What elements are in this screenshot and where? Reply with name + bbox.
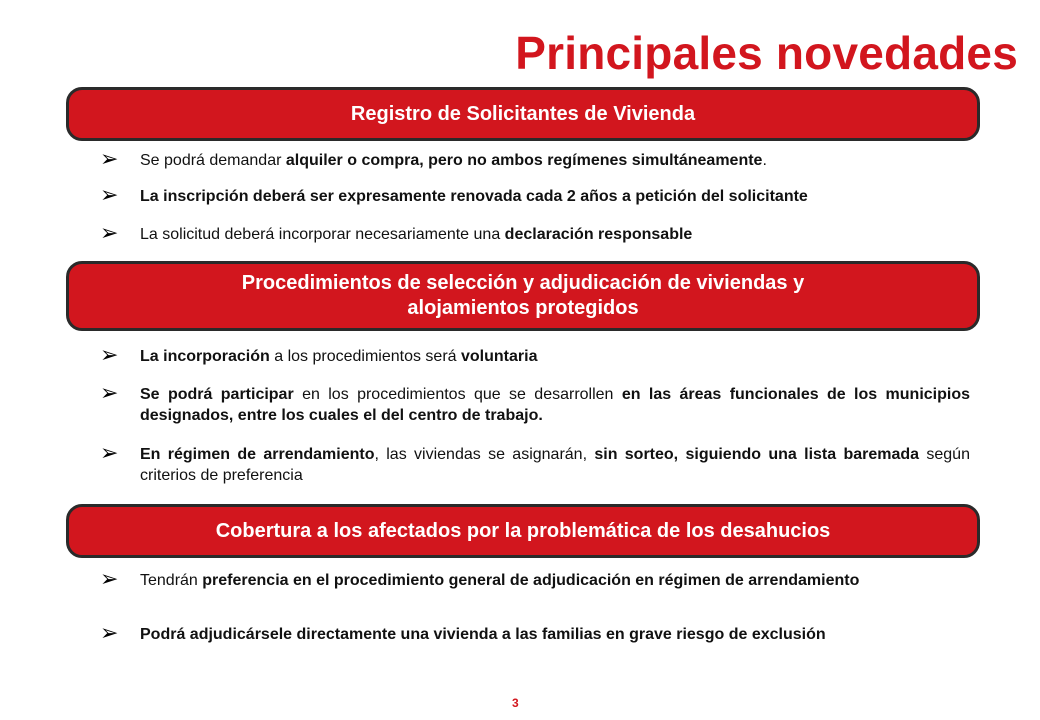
- bullet-text: , las viviendas se asignarán,: [374, 446, 595, 463]
- bullet-text: en las áreas funcionales de los municipios designados, entre los cuales el del centro de trabajo.: [140, 386, 970, 424]
- arrow-right-icon: ➢: [100, 220, 119, 245]
- bullet-text: Podrá adjudicársele directamente una vivienda a las familias en grave riesgo de exclusión: [140, 626, 826, 643]
- bullet-text: a los procedimientos será: [269, 348, 461, 365]
- bullet-text: En régimen de arrendamiento: [140, 446, 375, 463]
- arrow-right-icon: ➢: [100, 380, 119, 405]
- bullet-text: según criterios de preferencia: [140, 446, 970, 484]
- arrow-right-icon: ➢: [100, 566, 119, 591]
- bullet-text: Se podrá demandar: [140, 152, 286, 169]
- section-heading-line: Procedimientos de selección y adjudicación de viviendas y: [241, 272, 805, 294]
- bullet-text: alquiler o compra, pero no ambos regímenes simultáneamente: [285, 152, 763, 169]
- bullet-text: sin sorteo,: [594, 446, 679, 463]
- bullet-text: La incorporación: [140, 348, 270, 365]
- bullet-text: siguiendo una lista baremada: [685, 446, 920, 463]
- bullet-text: voluntaria: [461, 348, 538, 365]
- arrow-right-icon: ➢: [100, 182, 119, 207]
- arrow-right-icon: ➢: [100, 620, 119, 645]
- bullet-text: Se podrá participar: [140, 386, 294, 403]
- bullet-text: en los procedimientos que se desarrollen: [293, 386, 622, 403]
- section-heading-line: alojamientos protegidos: [407, 297, 639, 319]
- arrow-right-icon: ➢: [100, 440, 119, 465]
- bullet-item: [100, 620, 970, 645]
- bullet-text: .: [762, 152, 767, 169]
- bullet-item: [100, 566, 970, 591]
- arrow-right-icon: ➢: [100, 342, 119, 367]
- page-number: 3: [512, 696, 519, 710]
- bullet-text: La solicitud deberá incorporar necesariamente una: [140, 226, 505, 243]
- bullet-text: preferencia en el procedimiento general de adjudicación en régimen de arrendamiento: [202, 572, 860, 589]
- page-title: Principales novedades: [515, 27, 1018, 79]
- section-heading-line: Registro de Solicitantes de Vivienda: [350, 102, 696, 125]
- bullet-list-desahucios: [100, 0, 970, 720]
- bullet-text: La inscripción deberá ser expresamente renovada cada 2 años a petición del solicitante: [140, 188, 808, 205]
- bullet-text: declaración responsable: [504, 226, 693, 243]
- section-heading-line: Cobertura a los afectados por la problemática de los desahucios: [215, 519, 831, 542]
- bullet-text: Tendrán: [140, 572, 203, 589]
- arrow-right-icon: ➢: [100, 146, 119, 171]
